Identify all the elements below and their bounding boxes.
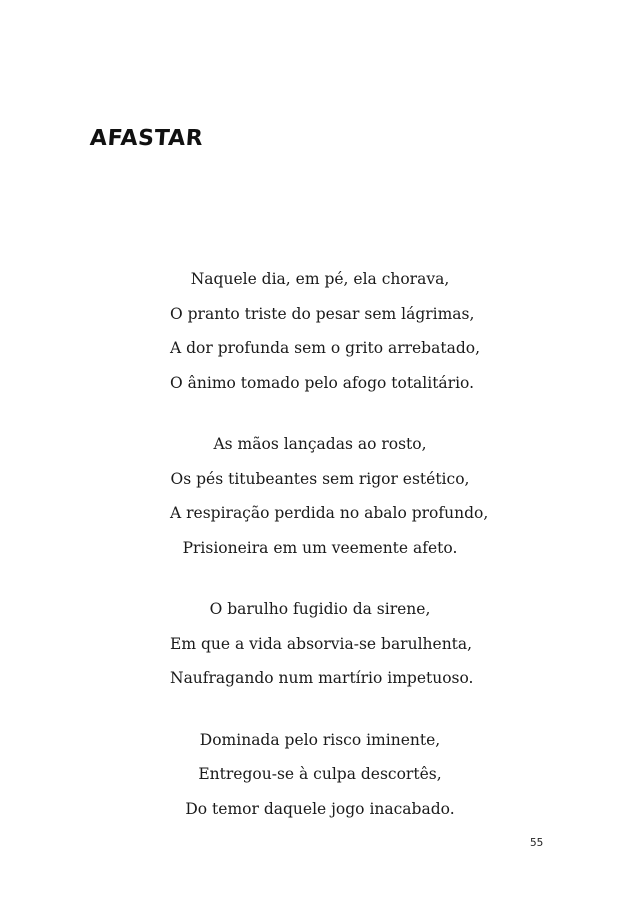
poem-line: Dominada pelo risco iminente, — [199, 730, 441, 749]
poem-line: As mãos lançadas ao rosto, — [213, 435, 427, 453]
stanza-1 — [170, 262, 480, 400]
poem-line: Prisioneira em um veemente afeto. — [182, 538, 458, 557]
poem-line: Entregou-se à culpa descortês, — [198, 765, 442, 783]
poem-line: O pranto triste do pesar sem lágrimas, — [170, 304, 475, 323]
poem-line: O barulho fugidio da sirene, — [209, 600, 431, 618]
poem-line: Os pés titubeantes sem rigor estético, — [170, 469, 470, 488]
stanza-2 — [170, 427, 489, 565]
poem-line: A respiração perdida no abalo profundo, — [170, 504, 489, 522]
poem-line: Do temor daquele jogo inacabado. — [185, 799, 455, 818]
stanza-4 — [170, 723, 470, 827]
poem-line: Naquele dia, em pé, ela chorava, — [190, 270, 450, 288]
page-number: 55 — [530, 837, 544, 849]
stanza-3 — [170, 592, 474, 696]
poem-line: A dor profunda sem o grito arrebatado, — [170, 339, 480, 357]
poem-line: Naufragando num martírio impetuoso. — [170, 669, 474, 687]
poem — [170, 262, 489, 853]
poem-line: Em que a vida absorvia-se barulhenta, — [170, 634, 473, 653]
poem-line: O ânimo tomado pelo afogo totalitário. — [170, 373, 475, 392]
page-title: AFASTAR — [89, 126, 205, 151]
